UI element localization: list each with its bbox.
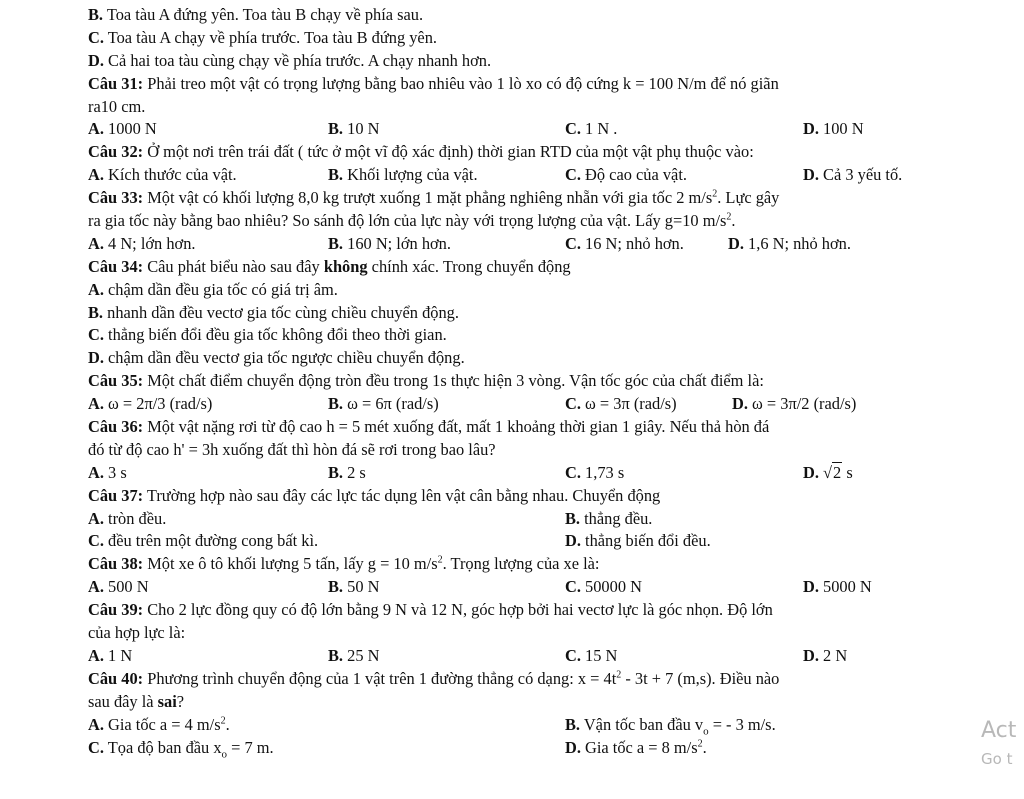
question-36-stem: [88, 416, 968, 439]
question-38-stem: Câu 38: Một xe ô tô khối lượng 5 tấn, lấy g = 10 $m/s^2$. Trọng lượng của xe là:: [88, 554, 600, 574]
question-text: đó từ độ cao h' = 3h xuống đất thì hòn đá sẽ rơi trong bao lâu?: [88, 439, 496, 459]
question-label: Câu 34:: [88, 256, 144, 276]
question-text: ra10 cm.: [88, 96, 146, 116]
emphasis: không: [323, 256, 368, 276]
question-text: Một vật nặng rơi từ độ cao h = 5 mét xuống đất, mất 1 khoảng thời gian 1 giây. Nếu thả hòn đá: [143, 417, 770, 437]
question-label: Câu 40:: [88, 668, 144, 688]
option-b: B. 10 N: [328, 119, 380, 139]
option-d: D. 2 N: [803, 645, 848, 665]
question-39-options: [88, 645, 968, 668]
option-c: C. thẳng biến đổi đều gia tốc không đổi theo thời gian.: [88, 325, 447, 345]
superscript: 2: [712, 188, 718, 200]
option-d: D. Gia tốc a = 8 $m/s^2$.: [565, 737, 707, 757]
option-c: C. Độ cao của vật.: [565, 165, 687, 185]
question-34-stem: Câu 34: Câu phát biểu nào sau đây không chính xác. Trong chuyển động: [88, 256, 571, 276]
option-b: B. Vận tốc ban đầu $v_o$ = - 3 m/s.: [565, 714, 776, 737]
superscript: 2: [437, 554, 443, 566]
question-text: Cho 2 lực đồng quy có độ lớn bằng 9 N và 12 N, góc hợp bởi hai vectơ lực là góc nhọn. Độ lớn: [143, 600, 773, 620]
superscript: 2: [726, 211, 732, 223]
question-text: Ở một nơi trên trái đất ( tức ở một vĩ độ xác định) thời gian RTD của một vật phụ thuộc vào:: [143, 142, 754, 162]
question-32-stem: [88, 141, 968, 164]
option-text: Toa tàu A đứng yên. Toa tàu B chạy về phía sau.: [103, 5, 424, 24]
option-label: D.: [88, 50, 104, 70]
option-c: C. 1 N .: [565, 119, 618, 139]
option-c: C. Tọa độ ban đầu $x_o = 7$ m.: [88, 737, 274, 760]
question-39-stem-cont: [88, 622, 968, 645]
option-b: B. nhanh dần đều vectơ gia tốc cùng chiều chuyển động.: [88, 302, 459, 322]
option-c: C. đều trên một đường cong bất kì.: [88, 531, 319, 551]
option-text: Cả hai toa tàu cùng chạy về phía trước. A chạy nhanh hơn.: [103, 50, 492, 70]
question-40-stem-cont: sau đây là sai?: [88, 691, 185, 711]
option-c: C. 50000 N: [565, 577, 642, 597]
option-label: C.: [88, 27, 104, 47]
question-37-options-row2: [88, 530, 968, 553]
question-37-stem: [88, 485, 968, 508]
option-a: A. Kích thước của vật.: [88, 165, 237, 185]
option-a: A. Gia tốc a = 4 $m/s^2$.: [88, 714, 230, 734]
option-d: D. √2 s: [803, 462, 853, 485]
option-b: B. Khối lượng của vật.: [328, 165, 478, 185]
sqrt-symbol: √2: [823, 462, 842, 482]
question-label: Câu 38:: [88, 554, 144, 574]
question-label: Câu 37:: [88, 485, 144, 505]
option-b: B. thẳng đều.: [565, 508, 653, 528]
option-a: A. 3 s: [88, 462, 127, 482]
question-33-stem: Câu 33: Một vật có khối lượng 8,0 kg trượt xuống 1 mặt phẳng nghiêng nhẵn với gia tốc 2 $m/s^2$. Lực gây: [88, 188, 780, 208]
option-b: B. 160 N; lớn hơn.: [328, 233, 451, 253]
option-d: D. 1,6 N; nhỏ hơn.: [728, 233, 851, 253]
activation-watermark-sub: Go t: [981, 750, 1013, 768]
question-38-options: [88, 576, 968, 599]
question-text: ra gia tốc này bằng bao nhiêu? So sánh độ lớn của lực này với trọng lượng của vật. Lấy g=10 m/s: [88, 211, 727, 231]
question-40-options-row2: [88, 737, 968, 760]
question-text: Một vật có khối lượng 8,0 kg trượt xuống 1 mặt phẳng nghiêng nhẵn với gia tốc 2 m/s: [143, 188, 713, 208]
question-32-options: [88, 164, 968, 187]
question-40-stem: Câu 40: Phương trình chuyển động của 1 vật trên 1 đường thẳng có dạng: $x = 4t^2 - 3t + 7$ (m,s). Điều nào: [88, 668, 780, 688]
superscript: 2: [616, 669, 622, 681]
option-c: C. 15 N: [565, 645, 618, 665]
question-label: Câu 36:: [88, 417, 144, 437]
question-35-stem: [88, 370, 968, 393]
question-label: Câu 31:: [88, 73, 144, 93]
option-d: D. Cả 3 yếu tố.: [803, 165, 903, 185]
question-text: Phải treo một vật có trọng lượng bằng bao nhiêu vào 1 lò xo có độ cứng k = 100 N/m để nó giãn: [143, 73, 779, 93]
option-a: A. 1000 N: [88, 119, 157, 139]
question-label: Câu 33:: [88, 188, 144, 208]
question-39-stem: [88, 599, 968, 622]
question-36-options: [88, 462, 968, 485]
option-d: D. chậm dần đều vectơ gia tốc ngược chiều chuyển động.: [88, 348, 465, 368]
option-a: A. tròn đều.: [88, 508, 167, 528]
text-line: [88, 27, 968, 50]
option-b: B. 2 s: [328, 462, 366, 482]
exam-page: [88, 4, 968, 759]
option-text: Toa tàu A chạy về phía trước. Toa tàu B đứng yên.: [103, 27, 437, 47]
question-40-options-row1: [88, 714, 968, 737]
option-d: D. thẳng biến đổi đều.: [565, 531, 711, 551]
option-d: D. 5000 N: [803, 577, 872, 597]
question-text: Trường hợp nào sau đây các lực tác dụng lên vật cân bằng nhau. Chuyển động: [143, 485, 661, 505]
question-35-options: [88, 393, 968, 416]
option-a: A. 1 N: [88, 645, 133, 665]
question-text: Một chất điểm chuyển động tròn đều trong 1s thực hiện 3 vòng. Vận tốc góc của chất điểm là:: [143, 371, 764, 391]
option-a: A. 500 N: [88, 577, 149, 597]
option-d: D. ω = 3π/2 (rad/s): [732, 394, 857, 414]
question-text: của hợp lực là:: [88, 623, 186, 643]
option-a: A. ω = 2π/3 (rad/s): [88, 394, 213, 414]
option-c: C. 16 N; nhỏ hơn.: [565, 233, 684, 253]
option-b: B. 25 N: [328, 645, 380, 665]
question-31-options: [88, 118, 968, 141]
option-a: A. chậm dần đều gia tốc có giá trị âm.: [88, 279, 338, 299]
text-line: [88, 50, 968, 73]
option-c: C. 1,73 s: [565, 462, 625, 482]
question-33-stem-cont: ra gia tốc này bằng bao nhiêu? So sánh độ lớn của lực này với trọng lượng của vật. Lấy g=10 $m/s^2$.: [88, 211, 736, 231]
option-a: A. 4 N; lớn hơn.: [88, 233, 196, 253]
option-b: B. 50 N: [328, 577, 380, 597]
question-36-stem-cont: [88, 439, 968, 462]
question-label: Câu 35:: [88, 371, 144, 391]
question-31-stem: [88, 73, 968, 96]
question-label: Câu 32:: [88, 142, 144, 162]
emphasis: sai: [157, 691, 177, 711]
option-label: B.: [88, 5, 104, 24]
option-d: D. 100 N: [803, 119, 864, 139]
text-line: [88, 4, 968, 27]
activation-watermark: Act: [981, 718, 1017, 743]
question-33-options: [88, 233, 968, 256]
question-31-stem-cont: [88, 96, 968, 119]
option-b: B. ω = 6π (rad/s): [328, 394, 439, 414]
question-label: Câu 39:: [88, 600, 144, 620]
question-37-options-row1: [88, 508, 968, 531]
option-c: C. ω = 3π (rad/s): [565, 394, 677, 414]
